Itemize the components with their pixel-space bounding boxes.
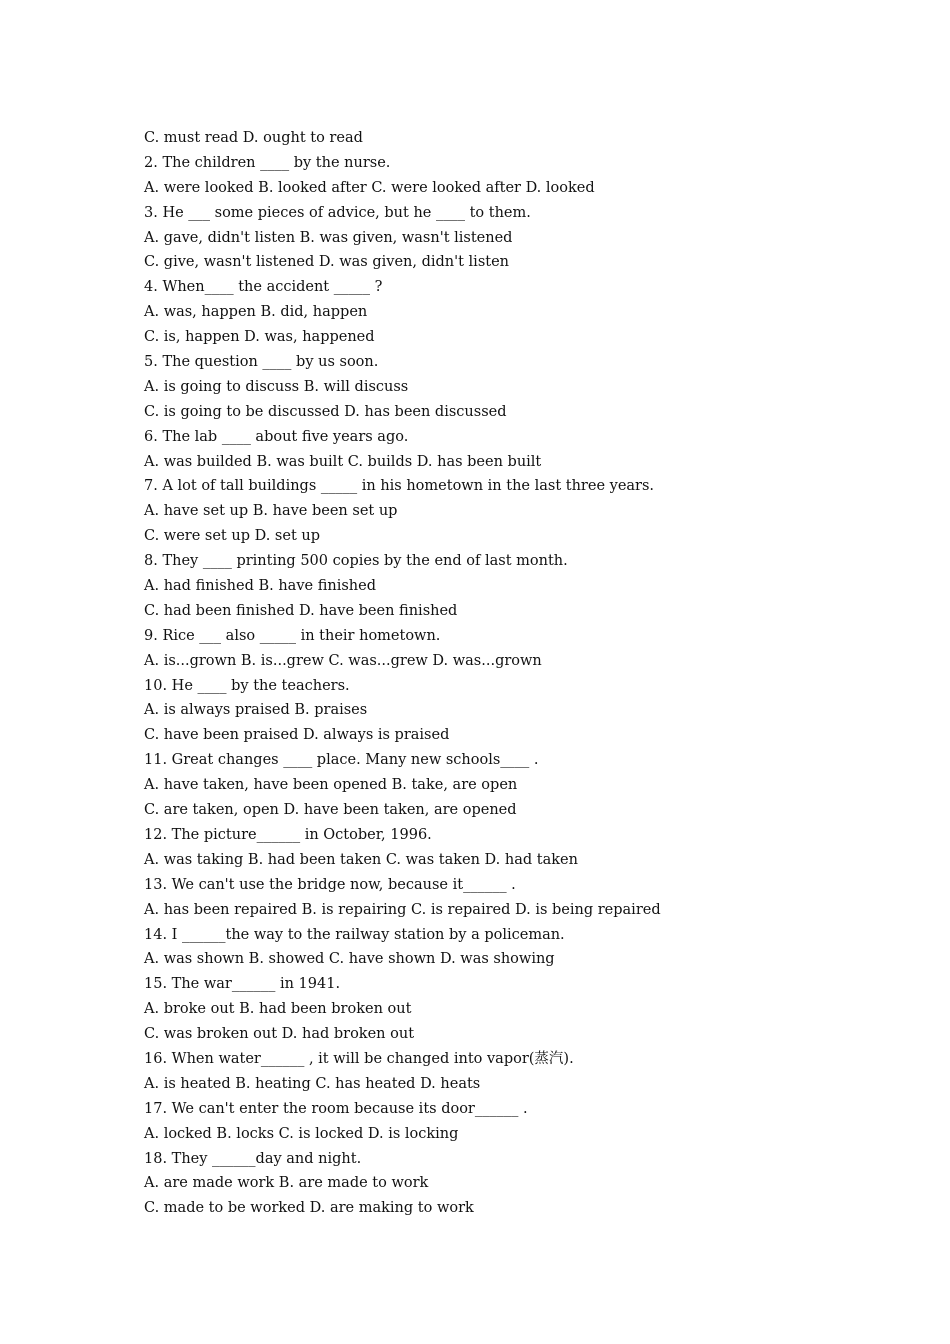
question-12-options: A. was taking B. had been taken C. was taken D. had taken [144,851,578,868]
question-11-options-cd: C. are taken, open D. have been taken, are opened [144,802,517,819]
document-page [144,126,864,1221]
question-3: 3. He ___ some pieces of advice, but he ____ to them. [144,204,531,221]
question-9: 9. Rice ___ also _____ in their hometown. [144,627,441,644]
question-15-options-ab: A. broke out B. had been broken out [144,1001,412,1018]
question-3-options-cd: C. give, wasn't listened D. was given, didn't listen [144,254,510,271]
question-14-options: A. was shown B. showed C. have shown D. was showing [144,951,555,968]
question-8-options-cd: C. had been finished D. have been finished [144,602,458,619]
question-18: 18. They ______day and night. [144,1150,362,1167]
question-17: 17. We can't enter the room because its door______ . [144,1100,528,1117]
question-2: 2. The children ____ by the nurse. [144,154,391,171]
question-9-options: A. is...grown B. is...grew C. was...grew D. was...grown [144,652,542,669]
question-7-options-ab: A. have set up B. have been set up [144,503,398,520]
question-3-options-ab: A. gave, didn't listen B. was given, wasn't listened [144,229,513,246]
line-q1-option-cd: C. must read D. ought to read [144,130,363,146]
question-6: 6. The lab ____ about five years ago. [144,428,409,445]
question-6-options: A. was builded B. was built C. builds D. has been built [144,453,542,470]
question-16: 16. When water______ , it will be changed into vapor(蒸汽). [144,1050,574,1067]
question-7-options-cd: C. were set up D. set up [144,528,321,545]
question-15-options-cd: C. was broken out D. had broken out [144,1026,415,1043]
question-5: 5. The question ____ by us soon. [144,354,379,371]
question-14: 14. I ______the way to the railway station by a policeman. [144,926,565,943]
question-11: 11. Great changes ____ place. Many new schools____ . [144,752,539,769]
question-10: 10. He ____ by the teachers. [144,677,350,694]
question-12: 12. The picture______ in October, 1996. [144,826,432,843]
question-13-options: A. has been repaired B. is repairing C. is repaired D. is being repaired [144,901,661,918]
question-4-options-ab: A. was, happen B. did, happen [144,304,368,321]
question-18-options-ab: A. are made work B. are made to work [144,1175,429,1192]
question-16-options: A. is heated B. heating C. has heated D. heats [144,1075,481,1092]
question-2-options: A. were looked B. looked after C. were looked after D. looked [144,179,595,196]
question-5-options-ab: A. is going to discuss B. will discuss [144,378,409,395]
question-8-options-ab: A. had finished B. have finished [144,578,376,595]
question-11-options-ab: A. have taken, have been opened B. take, are open [144,777,518,794]
question-18-options-cd: C. made to be worked D. are making to work [144,1200,474,1217]
question-10-options-ab: A. is always praised B. praises [144,702,368,719]
question-13: 13. We can't use the bridge now, because it______ . [144,876,516,893]
question-4-options-cd: C. is, happen D. was, happened [144,329,375,346]
question-10-options-cd: C. have been praised D. always is praised [144,727,450,744]
question-4: 4. When____ the accident _____ ? [144,279,383,296]
question-8: 8. They ____ printing 500 copies by the end of last month. [144,553,568,570]
question-7: 7. A lot of tall buildings _____ in his hometown in the last three years. [144,478,655,495]
question-17-options: A. locked B. locks C. is locked D. is locking [144,1125,459,1142]
question-5-options-cd: C. is going to be discussed D. has been discussed [144,403,507,420]
question-15: 15. The war______ in 1941. [144,976,341,993]
